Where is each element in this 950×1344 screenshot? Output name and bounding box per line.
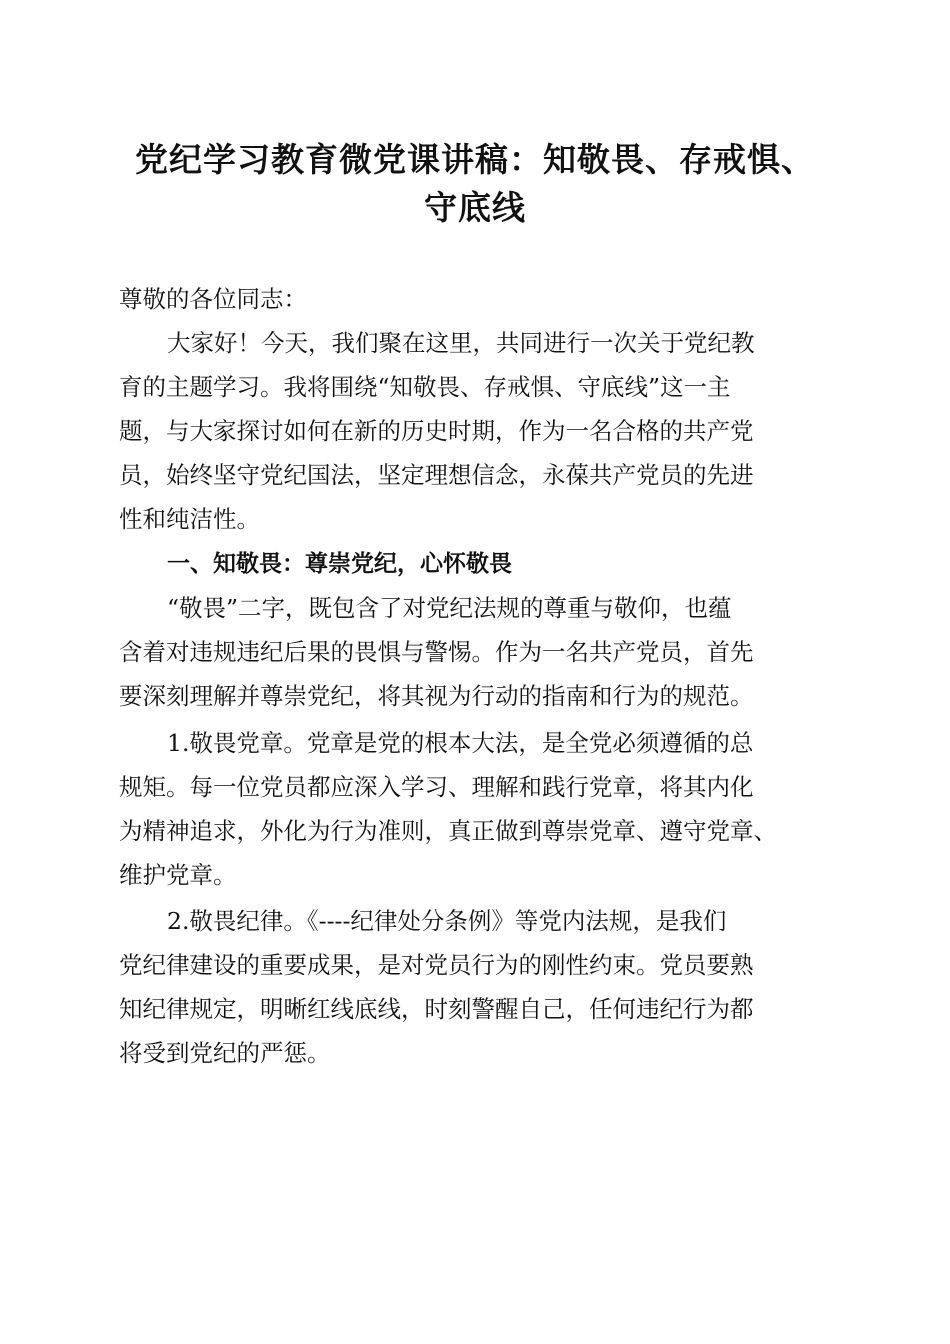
salutation: 尊敬的各位同志： (119, 285, 307, 313)
paragraph-line: 大家好！今天，我们聚在这里，共同进行一次关于党纪教 (167, 329, 755, 357)
paragraph-line: 员，始终坚守党纪国法，坚定理想信念，永葆共产党员的先进 (119, 461, 754, 489)
paragraph-line: 育的主题学习。我将围绕“知敬畏、存戒惧、守底线”这一主 (119, 373, 731, 401)
paragraph-line: 性和纯洁性。 (119, 505, 260, 533)
paragraph-line: 1.敬畏党章。党章是党的根本大法，是全党必须遵循的总 (167, 729, 754, 757)
paragraph-line: 含着对违规违纪后果的畏惧与警惕。作为一名共产党员，首先 (119, 638, 754, 666)
paragraph-line: 2.敬畏纪律。《----纪律处分条例》等党内法规，是我们 (167, 907, 727, 935)
paragraph-line: 将受到党纪的严惩。 (119, 1039, 331, 1067)
paragraph-line: 党纪律建设的重要成果，是对党员行为的刚性约束。党员要熟 (119, 951, 754, 979)
paragraph-line: 题，与大家探讨如何在新的历史时期，作为一名合格的共产党 (119, 417, 754, 445)
document-title-line-2: 守底线 (424, 188, 526, 227)
paragraph-line: 为精神追求，外化为行为准则，真正做到尊崇党章、遵守党章、 (119, 817, 777, 845)
document-title-line-1: 党纪学习教育微党课讲稿：知敬畏、存戒惧、 (135, 140, 815, 179)
paragraph-line: “敬畏”二字，既包含了对党纪法规的尊重与敬仰，也蕴 (167, 594, 732, 622)
paragraph-line: 维护党章。 (119, 861, 237, 889)
paragraph-line: 要深刻理解并尊崇党纪，将其视为行动的指南和行为的规范。 (119, 682, 754, 710)
paragraph-line: 知纪律规定，明晰红线底线，时刻警醒自己，任何违纪行为都 (119, 995, 754, 1023)
paragraph-line: 规矩。每一位党员都应深入学习、理解和践行党章，将其内化 (119, 773, 754, 801)
section-heading: 一、知敬畏：尊崇党纪，心怀敬畏 (167, 551, 512, 577)
